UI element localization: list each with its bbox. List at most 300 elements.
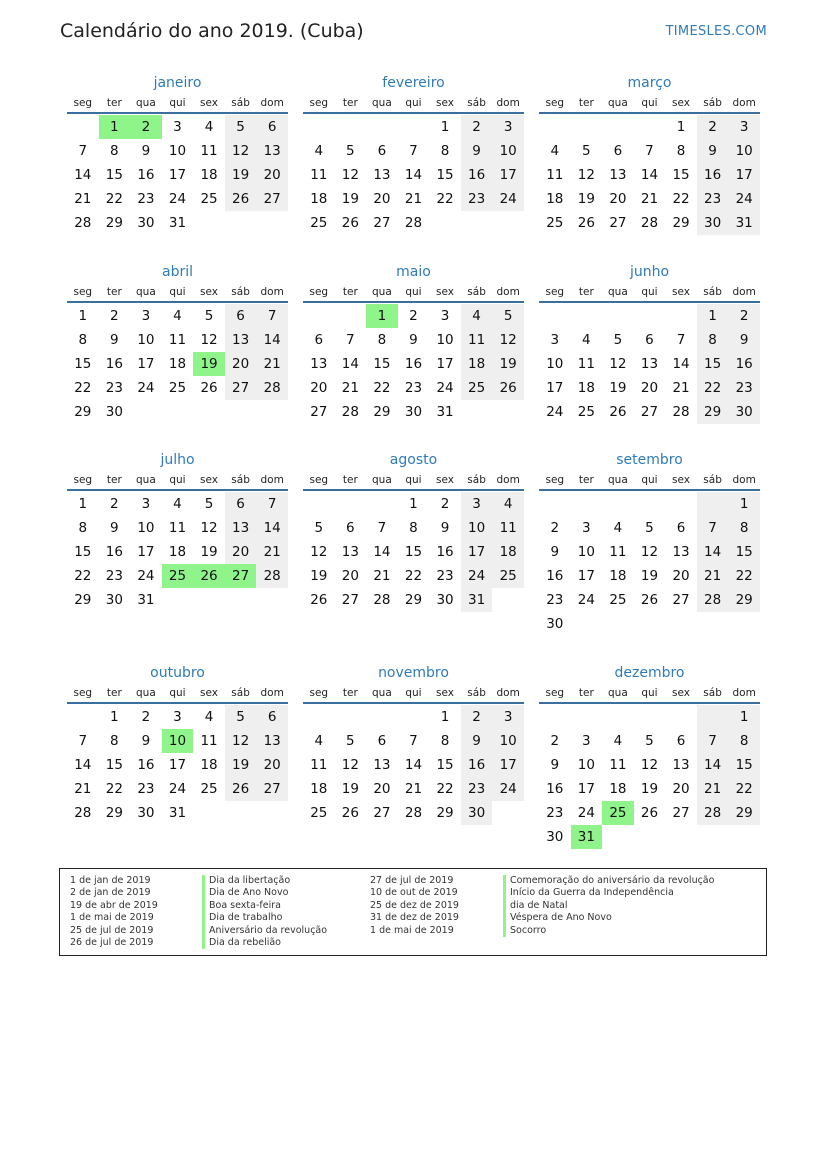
weekday-label: sex [436, 687, 455, 699]
day-cell: 27 [225, 376, 257, 400]
day-cell: 21 [697, 564, 729, 588]
day-cell: 5 [225, 115, 257, 139]
day-cell: 13 [609, 167, 627, 183]
empty-cell [303, 304, 335, 328]
weekday-label: ter [106, 474, 122, 486]
day-cell: 6 [613, 143, 623, 159]
day-cell: 26 [310, 592, 328, 608]
day-cell: 13 [341, 544, 359, 560]
day-cell: 7 [256, 304, 288, 328]
day-cell: 19 [200, 544, 218, 560]
day-cell: 20 [672, 781, 690, 797]
day-cell: 19 [341, 781, 359, 797]
day-cell: 24 [137, 568, 155, 584]
day-cell: 28 [74, 805, 92, 821]
empty-cell [697, 612, 729, 636]
day-cell: 17 [492, 163, 524, 187]
empty-cell [728, 825, 760, 849]
day-cell: 6 [256, 115, 288, 139]
brand-logo-text[interactable]: TIMESLES.COM [665, 24, 767, 39]
empty-cell [634, 612, 666, 636]
weekday-label: seg [545, 687, 565, 699]
day-cell: 25 [461, 376, 493, 400]
weekday-label: qui [641, 286, 658, 298]
day-cell: 27 [672, 592, 690, 608]
weekday-label: qui [169, 687, 186, 699]
holiday-day-cell: 1 [366, 304, 398, 328]
day-grid [67, 115, 288, 235]
weekday-label: dom [260, 687, 284, 699]
day-cell: 18 [577, 380, 595, 396]
day-cell: 6 [676, 733, 686, 749]
day-cell: 19 [577, 191, 595, 207]
weekday-label: dom [732, 687, 756, 699]
day-cell: 18 [200, 757, 218, 773]
day-cell: 9 [697, 139, 729, 163]
day-cell: 2 [728, 304, 760, 328]
day-cell: 11 [577, 356, 595, 372]
holiday-day-cell: 10 [162, 729, 194, 753]
day-cell: 13 [310, 356, 328, 372]
day-cell: 22 [672, 191, 690, 207]
day-cell: 6 [225, 492, 257, 516]
empty-cell [634, 492, 666, 516]
day-cell: 13 [225, 328, 257, 352]
day-cell: 1 [440, 119, 450, 135]
weekday-label: ter [342, 687, 358, 699]
empty-cell [366, 115, 398, 139]
day-cell: 22 [105, 191, 123, 207]
weekday-header [539, 283, 760, 303]
weekday-label: ter [578, 97, 594, 109]
day-cell: 18 [492, 540, 524, 564]
day-cell: 5 [346, 143, 355, 159]
page-title: Calendário do ano 2019. (Cuba) [60, 20, 364, 42]
day-cell: 27 [256, 777, 288, 801]
day-cell: 24 [436, 380, 454, 396]
weekday-label: sex [436, 286, 455, 298]
day-cell: 25 [200, 191, 218, 207]
day-cell: 27 [341, 592, 359, 608]
day-cell: 19 [341, 191, 359, 207]
day-cell: 18 [168, 356, 187, 372]
day-cell: 6 [346, 520, 355, 536]
day-cell: 12 [640, 757, 659, 773]
day-cell: 14 [697, 540, 729, 564]
day-cell: 5 [582, 143, 591, 159]
weekday-label: seg [309, 474, 329, 486]
day-cell: 7 [78, 143, 88, 159]
weekday-header [67, 471, 288, 491]
day-cell: 27 [672, 805, 690, 821]
weekday-header [303, 684, 524, 704]
day-cell: 11 [546, 167, 564, 183]
day-cell: 4 [613, 733, 623, 749]
day-cell: 27 [256, 187, 288, 211]
weekday-label: dom [496, 286, 520, 298]
weekday-label: sáb [703, 97, 722, 109]
empty-cell [665, 612, 697, 636]
weekday-label: ter [342, 474, 358, 486]
holiday-legend [59, 868, 767, 956]
day-cell: 17 [137, 356, 155, 372]
day-grid [303, 304, 524, 424]
weekday-header [303, 471, 524, 491]
day-cell: 16 [728, 352, 760, 376]
empty-cell [303, 705, 335, 729]
legend-holiday-name: Socorro [503, 925, 714, 937]
day-cell: 24 [168, 191, 187, 207]
weekday-label: qui [169, 474, 186, 486]
day-cell: 14 [404, 167, 423, 183]
weekday-header [303, 94, 524, 114]
day-cell: 14 [697, 753, 729, 777]
day-cell: 17 [168, 757, 187, 773]
day-cell: 25 [492, 564, 524, 588]
day-cell: 16 [404, 356, 423, 372]
legend-date: 25 de jul de 2019 [70, 924, 154, 936]
day-cell: 29 [697, 400, 729, 424]
day-cell: 1 [409, 496, 418, 512]
day-cell: 4 [613, 520, 623, 536]
empty-cell [571, 115, 603, 139]
day-grid [539, 492, 760, 636]
weekday-label: qua [136, 687, 156, 699]
day-cell: 3 [141, 308, 151, 324]
month-agosto [303, 449, 524, 612]
holiday-day-cell: 26 [193, 564, 225, 588]
day-cell: 22 [404, 568, 423, 584]
weekday-label: seg [73, 286, 93, 298]
day-cell: 8 [728, 729, 760, 753]
empty-cell [492, 801, 524, 825]
legend-date: 25 de dez de 2019 [370, 899, 459, 911]
empty-cell [67, 115, 99, 139]
day-cell: 24 [137, 380, 155, 396]
day-cell: 10 [577, 757, 595, 773]
weekday-label: qui [405, 687, 422, 699]
day-cell: 8 [78, 332, 88, 348]
day-cell: 11 [168, 332, 187, 348]
day-cell: 8 [676, 143, 686, 159]
legend-date: 19 de abr de 2019 [70, 899, 158, 911]
day-cell: 2 [110, 308, 119, 324]
day-cell: 13 [373, 757, 391, 773]
empty-cell [398, 115, 430, 139]
day-cell: 14 [341, 356, 359, 372]
weekday-label: qui [641, 97, 658, 109]
empty-cell [539, 705, 571, 729]
empty-cell [634, 115, 666, 139]
day-cell: 7 [645, 143, 654, 159]
day-cell: 11 [609, 544, 627, 560]
day-cell: 9 [110, 520, 119, 536]
day-cell: 4 [173, 308, 182, 324]
weekday-label: qua [372, 474, 392, 486]
day-cell: 9 [728, 328, 760, 352]
day-cell: 26 [200, 380, 218, 396]
day-cell: 30 [461, 801, 493, 825]
weekday-label: ter [342, 286, 358, 298]
day-cell: 14 [256, 516, 288, 540]
legend-date: 2 de jan de 2019 [70, 887, 151, 899]
day-cell: 26 [341, 805, 359, 821]
day-cell: 20 [373, 781, 391, 797]
month-maio [303, 261, 524, 424]
month-setembro [539, 449, 760, 636]
month-dezembro [539, 662, 760, 849]
empty-cell [461, 211, 493, 235]
day-cell: 22 [728, 564, 760, 588]
legend-holiday-name: Dia de trabalho [202, 912, 327, 924]
holiday-day-cell: 25 [602, 801, 634, 825]
legend-col2-dates [370, 875, 459, 937]
day-cell: 15 [697, 352, 729, 376]
weekday-label: dom [496, 687, 520, 699]
day-cell: 15 [436, 757, 454, 773]
day-cell: 5 [314, 520, 324, 536]
legend-holiday-name: Dia da rebelião [202, 937, 327, 949]
weekday-label: qua [608, 286, 628, 298]
month-julho [67, 449, 288, 612]
empty-cell [539, 492, 571, 516]
day-cell: 20 [672, 568, 690, 584]
holiday-day-cell: 31 [571, 825, 603, 849]
day-cell: 16 [461, 163, 493, 187]
month-name: fevereiro [382, 75, 445, 91]
weekday-label: dom [260, 474, 284, 486]
day-cell: 16 [137, 167, 155, 183]
empty-cell [335, 492, 367, 516]
day-cell: 7 [697, 516, 729, 540]
empty-cell [539, 304, 571, 328]
day-cell: 16 [546, 568, 564, 584]
month-abril [67, 261, 288, 424]
holiday-day-cell: 25 [162, 564, 194, 588]
day-cell: 14 [74, 167, 92, 183]
weekday-label: sáb [467, 97, 486, 109]
day-cell: 12 [341, 757, 359, 773]
day-cell: 5 [492, 304, 524, 328]
weekday-label: seg [545, 286, 565, 298]
empty-cell [256, 801, 288, 825]
legend-holiday-name: Dia da libertação [202, 875, 327, 887]
day-cell: 29 [74, 592, 92, 608]
day-cell: 28 [373, 592, 391, 608]
day-cell: 11 [609, 757, 627, 773]
day-grid [303, 115, 524, 235]
day-cell: 14 [404, 757, 423, 773]
day-cell: 23 [546, 805, 564, 821]
empty-cell [193, 588, 225, 612]
weekday-label: seg [73, 97, 93, 109]
weekday-label: sáb [703, 474, 722, 486]
day-cell: 1 [440, 709, 450, 725]
empty-cell [225, 400, 257, 424]
day-cell: 5 [204, 308, 214, 324]
day-cell: 28 [256, 564, 288, 588]
month-name: novembro [378, 665, 449, 681]
day-cell: 16 [105, 544, 123, 560]
day-cell: 21 [697, 777, 729, 801]
day-cell: 4 [204, 709, 214, 725]
empty-cell [130, 400, 162, 424]
weekday-label: dom [260, 286, 284, 298]
day-cell: 14 [74, 757, 92, 773]
day-cell: 4 [314, 733, 324, 749]
weekday-label: sex [672, 687, 691, 699]
weekday-label: ter [578, 474, 594, 486]
weekday-header [303, 283, 524, 303]
day-cell: 18 [310, 781, 328, 797]
weekday-label: qui [405, 474, 422, 486]
day-cell: 11 [200, 143, 218, 159]
empty-cell [602, 115, 634, 139]
day-cell: 19 [609, 380, 627, 396]
day-cell: 26 [609, 404, 627, 420]
day-cell: 22 [436, 191, 454, 207]
day-cell: 23 [697, 187, 729, 211]
day-cell: 10 [492, 729, 524, 753]
weekday-label: sáb [703, 687, 722, 699]
day-cell: 23 [137, 781, 155, 797]
day-grid [67, 492, 288, 612]
day-cell: 23 [404, 380, 423, 396]
day-cell: 28 [74, 215, 92, 231]
day-cell: 30 [546, 829, 564, 845]
day-cell: 14 [373, 544, 391, 560]
day-cell: 26 [577, 215, 595, 231]
day-cell: 20 [609, 191, 627, 207]
month-name: maio [396, 264, 431, 280]
day-cell: 14 [640, 167, 659, 183]
empty-cell [256, 211, 288, 235]
legend-holiday-name: Comemoração do aniversário da revolução [503, 875, 714, 887]
month-name: março [627, 75, 672, 91]
weekday-label: sáb [231, 286, 250, 298]
weekday-label: sex [200, 286, 219, 298]
legend-date: 1 de jan de 2019 [70, 875, 151, 886]
weekday-label: qui [405, 286, 422, 298]
day-cell: 9 [110, 332, 119, 348]
day-cell: 8 [377, 332, 387, 348]
day-cell: 8 [697, 328, 729, 352]
day-cell: 15 [436, 167, 454, 183]
day-cell: 9 [141, 143, 151, 159]
day-cell: 11 [310, 757, 328, 773]
day-cell: 15 [105, 757, 123, 773]
empty-cell [539, 115, 571, 139]
day-cell: 11 [168, 520, 187, 536]
day-cell: 28 [672, 404, 690, 420]
day-cell: 12 [577, 167, 595, 183]
day-cell: 24 [492, 777, 524, 801]
empty-cell [602, 825, 634, 849]
empty-cell [335, 705, 367, 729]
day-cell: 22 [74, 380, 92, 396]
holiday-day-cell: 2 [130, 115, 162, 139]
day-cell: 23 [461, 777, 493, 801]
day-cell: 3 [461, 492, 493, 516]
month-novembro [303, 662, 524, 825]
day-cell: 25 [310, 805, 328, 821]
weekday-label: qua [136, 474, 156, 486]
weekday-label: dom [260, 97, 284, 109]
weekday-label: qui [405, 97, 422, 109]
weekday-header [539, 684, 760, 704]
day-cell: 28 [341, 404, 359, 420]
empty-cell [697, 492, 729, 516]
day-cell: 10 [137, 520, 155, 536]
day-cell: 21 [640, 191, 659, 207]
day-cell: 2 [141, 709, 151, 725]
day-cell: 19 [225, 753, 257, 777]
day-cell: 29 [74, 404, 92, 420]
empty-cell [602, 612, 634, 636]
day-cell: 8 [110, 733, 119, 749]
empty-cell [665, 705, 697, 729]
day-cell: 11 [310, 167, 328, 183]
legend-holiday-name: Início da Guerra da Independência [503, 887, 714, 899]
day-cell: 4 [582, 332, 591, 348]
empty-cell [634, 705, 666, 729]
day-cell: 22 [697, 376, 729, 400]
weekday-label: qua [136, 97, 156, 109]
day-cell: 26 [492, 376, 524, 400]
day-cell: 7 [409, 733, 418, 749]
day-cell: 24 [577, 592, 595, 608]
day-cell: 24 [546, 404, 564, 420]
weekday-label: sáb [467, 687, 486, 699]
day-cell: 21 [672, 380, 690, 396]
day-cell: 25 [310, 215, 328, 231]
day-cell: 21 [341, 380, 359, 396]
weekday-label: qua [608, 687, 628, 699]
day-cell: 30 [728, 400, 760, 424]
day-cell: 29 [404, 592, 423, 608]
day-cell: 28 [404, 805, 423, 821]
day-cell: 29 [436, 805, 454, 821]
day-cell: 4 [173, 496, 182, 512]
day-cell: 12 [200, 520, 218, 536]
day-cell: 4 [492, 492, 524, 516]
legend-holiday-name: Boa sexta-feira [202, 900, 327, 912]
day-cell: 9 [461, 139, 493, 163]
day-cell: 26 [225, 777, 257, 801]
day-cell: 2 [409, 308, 418, 324]
day-cell: 18 [168, 544, 187, 560]
day-cell: 4 [461, 304, 493, 328]
legend-date: 27 de jul de 2019 [370, 875, 454, 886]
day-cell: 18 [200, 167, 218, 183]
month-janeiro [67, 72, 288, 235]
weekday-label: sex [672, 97, 691, 109]
day-cell: 17 [137, 544, 155, 560]
weekday-label: ter [106, 687, 122, 699]
day-cell: 28 [256, 376, 288, 400]
day-cell: 16 [546, 781, 564, 797]
month-outubro [67, 662, 288, 825]
day-cell: 13 [640, 356, 659, 372]
empty-cell [728, 612, 760, 636]
day-cell: 10 [436, 332, 454, 348]
day-cell: 7 [409, 143, 418, 159]
day-grid [303, 492, 524, 612]
day-cell: 30 [404, 404, 423, 420]
day-cell: 2 [110, 496, 119, 512]
day-cell: 21 [404, 781, 423, 797]
legend-date: 10 de out de 2019 [370, 887, 458, 899]
